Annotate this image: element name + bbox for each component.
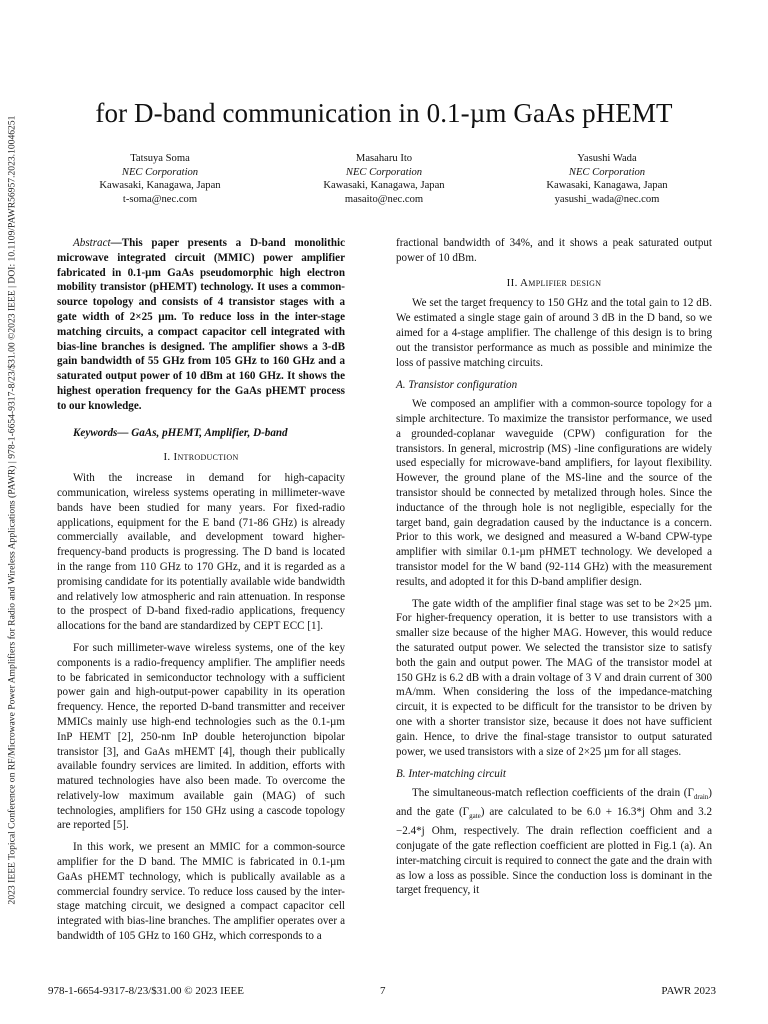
- author-affiliation: NEC Corporation: [345, 166, 423, 178]
- side-strip: [4, 80, 20, 940]
- author-email: t-soma@nec.com: [122, 193, 198, 205]
- subscript-drain: drain: [693, 793, 709, 802]
- abstract-dash: —: [110, 237, 122, 249]
- section-heading-introduction: I. Introduction: [163, 451, 239, 464]
- design-paragraph-1: We set the target frequency to 150 GHz and the total gain to 12 dB. We estimated a single stage gain of around 3 dB in the D band, so we aimed for a 4-stage amplifier. The challenge of this design is to bring out the transistor performance as much as possible and minimize the loss of passive matching circuits.: [396, 297, 712, 369]
- paper-title: for D-band communication in 0.1-µm GaAs pHEMT: [95, 98, 673, 128]
- intro-paragraph-3: In this work, we present an MMIC for a common-source amplifier for the D band. The MMIC is fabricated in 0.1-µm GaAs pHEMT technology, which is publically available as a commercial foundry service. To reduce loss caused by the inter-stage matching circuit, we designed a compact capacitor cell integrated with bias-line branches. The amplifier operates over a bandwidth of 105 GHz to 160 GHz, which corresponds to a: [57, 841, 345, 943]
- text-run: The simultaneous-match reflection coefficients of the drain (Γ: [412, 787, 694, 800]
- right-column: [396, 236, 712, 898]
- author-name: Masaharu Ito: [355, 153, 413, 164]
- author-email: masaito@nec.com: [344, 193, 424, 205]
- transistor-paragraph-1: We composed an amplifier with a common-source topology for a simple architecture. To maximize the transistor performance, we used a grounded-coplanar waveguide (CPW) configuration for the transistors. In general, microstrip (MS) -line configurations are widely used especially for microwave-band amplifiers, for layout flexibility. However, the ground plane of the MS-line and the source of the transistor should be connected by metalized through holes. Since the inductance of the through hole is not negligible, especially for the target band, gain degradation caused by the inductance is a concern. Prior to this work, we designed and measured a W-band CPW-type amplifier with similar 0.1-µm pHMET technology. We developed a transistor model for the W band (92-114 GHz) with the measurement results, and adopted it for this D-band amplifier design.: [396, 398, 712, 588]
- footer-copyright: 978-1-6654-9317-8/23/$31.00 © 2023 IEEE: [48, 985, 244, 997]
- doi-banner: 2023 IEEE Topical Conference on RF/Microwave Power Amplifiers for Radio and Wireless Applications (PAWR) | 978-1-6654-9317-8/23/$31.00 ©2023 IEEE | DOI: 10.1109/PAWR56957.2023.10046251: [6, 115, 18, 905]
- intro-paragraph-2: For such millimeter-wave wireless systems, one of the key components is a radio-frequency amplifier. The amplifier needs to be fabricated in semiconductor technology with a sufficient power gain and high-output-power capability in its operation frequency. Hence, the reported D-band transmitter and receiver MMICs mainly use high-end technologies such as the 0.1-µm InP HEMT [2], 250-nm InP double heterojunction bipolar transistor [3], and GaAs mHEMT [4], though their publically available foundry services are limited. In addition, efforts with matured technologies have also been made. To overcome the relatively-low maximum available gain (MAG) of such technologies, amplifiers for 150 GHz using a cascode topology are reported [5].: [57, 641, 345, 832]
- author-location: Kawasaki, Kanagawa, Japan: [546, 180, 668, 192]
- subsection-heading-inter-matching: B. Inter-matching circuit: [396, 768, 506, 781]
- author-affiliation: NEC Corporation: [121, 166, 199, 178]
- author-email: yasushi_wada@nec.com: [554, 193, 660, 205]
- author-3: [507, 152, 707, 206]
- abstract-text: This paper presents a D-band monolithic microwave integrated circuit (MMIC) power amplifier fabricated in 0.1-µm GaAs pseudomorphic high electron mobility transistor (pHEMT) technology. It uses a common-source topology and consists of 4 transistor stages with a gate width of 2×25 µm. To reduce loss in the inter-stage matching circuits, a compact capacitor cell integrated with bias-line branches is designed. The amplifier shows a 3-dB gain bandwidth of 55 GHz from 105 GHz to 160 GHz and a saturated output power of 10 dBm at 160 GHz. It shows the highest operation frequency for the GaAs pHEMT process to our knowledge.: [57, 237, 345, 412]
- footer-page-number: 7: [380, 985, 386, 997]
- author-2: [284, 152, 484, 206]
- left-column: [57, 236, 345, 944]
- footer-conference: PAWR 2023: [661, 985, 716, 997]
- author-name: Yasushi Wada: [577, 153, 637, 164]
- transistor-paragraph-2: The gate width of the amplifier final stage was set to be 2×25 µm. For higher-frequency operation, it is better to use transistors with a smaller size because of the higher MAG. However, this would reduce the saturated output power. We selected the transistor size to satisfy both the gain and output power. The MAG of the transistor model at 150 GHz is 6.2 dB with a drain voltage of 3 V and drain current of 300 mA/mm. When considering the loss of the impedance-matching circuit, it is expected to be difficult for the transistor to be driven by one with a shorter transistor size, because it does not have sufficient gain. Hence, to drive the final-stage transistor to output saturated power, we used transistors with a size of 2×25 µm for all stages.: [396, 597, 712, 758]
- intro-paragraph-continued: fractional bandwidth of 34%, and it shows a peak saturated output power of 10 dBm.: [396, 237, 712, 264]
- intro-paragraph-1: With the increase in demand for high-capacity communication, wireless systems operating in millimeter-wave bands have been studied for many years. For fixed-radio applications, equipment for the E band (71-86 GHz) is already commercially available, and development toward higher-frequency-band products is progressing. The D band is located in the range from 110 GHz to 170 GHz, and it is regarded as a promising candidate for its potentially available wide bandwidth and relatively low atmospheric and rain attenuation. In response to the prospect of D-band fixed-radio applications, frequency allocations for the band are standardized by CEPT ECC [1].: [57, 472, 345, 633]
- keywords: Keywords— GaAs, pHEMT, Amplifier, D-band: [73, 426, 288, 439]
- abstract: [57, 236, 345, 414]
- section-heading-amplifier-design: II. Amplifier design: [506, 276, 602, 289]
- text-run: ) are calculated to be 6.0 + 16.3*j Ohm and 3.2 −2.4*j Ohm, respectively. The drain reflection coefficient and a conjugate of the gate reflection coefficient are plotted in Fig.1 (a). An inter-matching circuit is required to connect the gate and the drain with as low a loss as possible. Since the conduction loss is dominant in the target frequency, it: [396, 806, 712, 897]
- subsection-heading-transistor-configuration: A. Transistor configuration: [396, 379, 518, 392]
- inter-matching-paragraph-1: [396, 786, 712, 898]
- text-run: ) and the gate (Γ: [396, 787, 712, 819]
- abstract-lead: Abstract: [73, 237, 111, 249]
- author-affiliation: NEC Corporation: [568, 166, 646, 178]
- subscript-gate: gate: [469, 812, 481, 821]
- author-1: [60, 152, 260, 206]
- authors-block: [40, 152, 728, 212]
- author-name: Tatsuya Soma: [130, 153, 190, 164]
- author-location: Kawasaki, Kanagawa, Japan: [99, 180, 221, 192]
- author-location: Kawasaki, Kanagawa, Japan: [323, 180, 445, 192]
